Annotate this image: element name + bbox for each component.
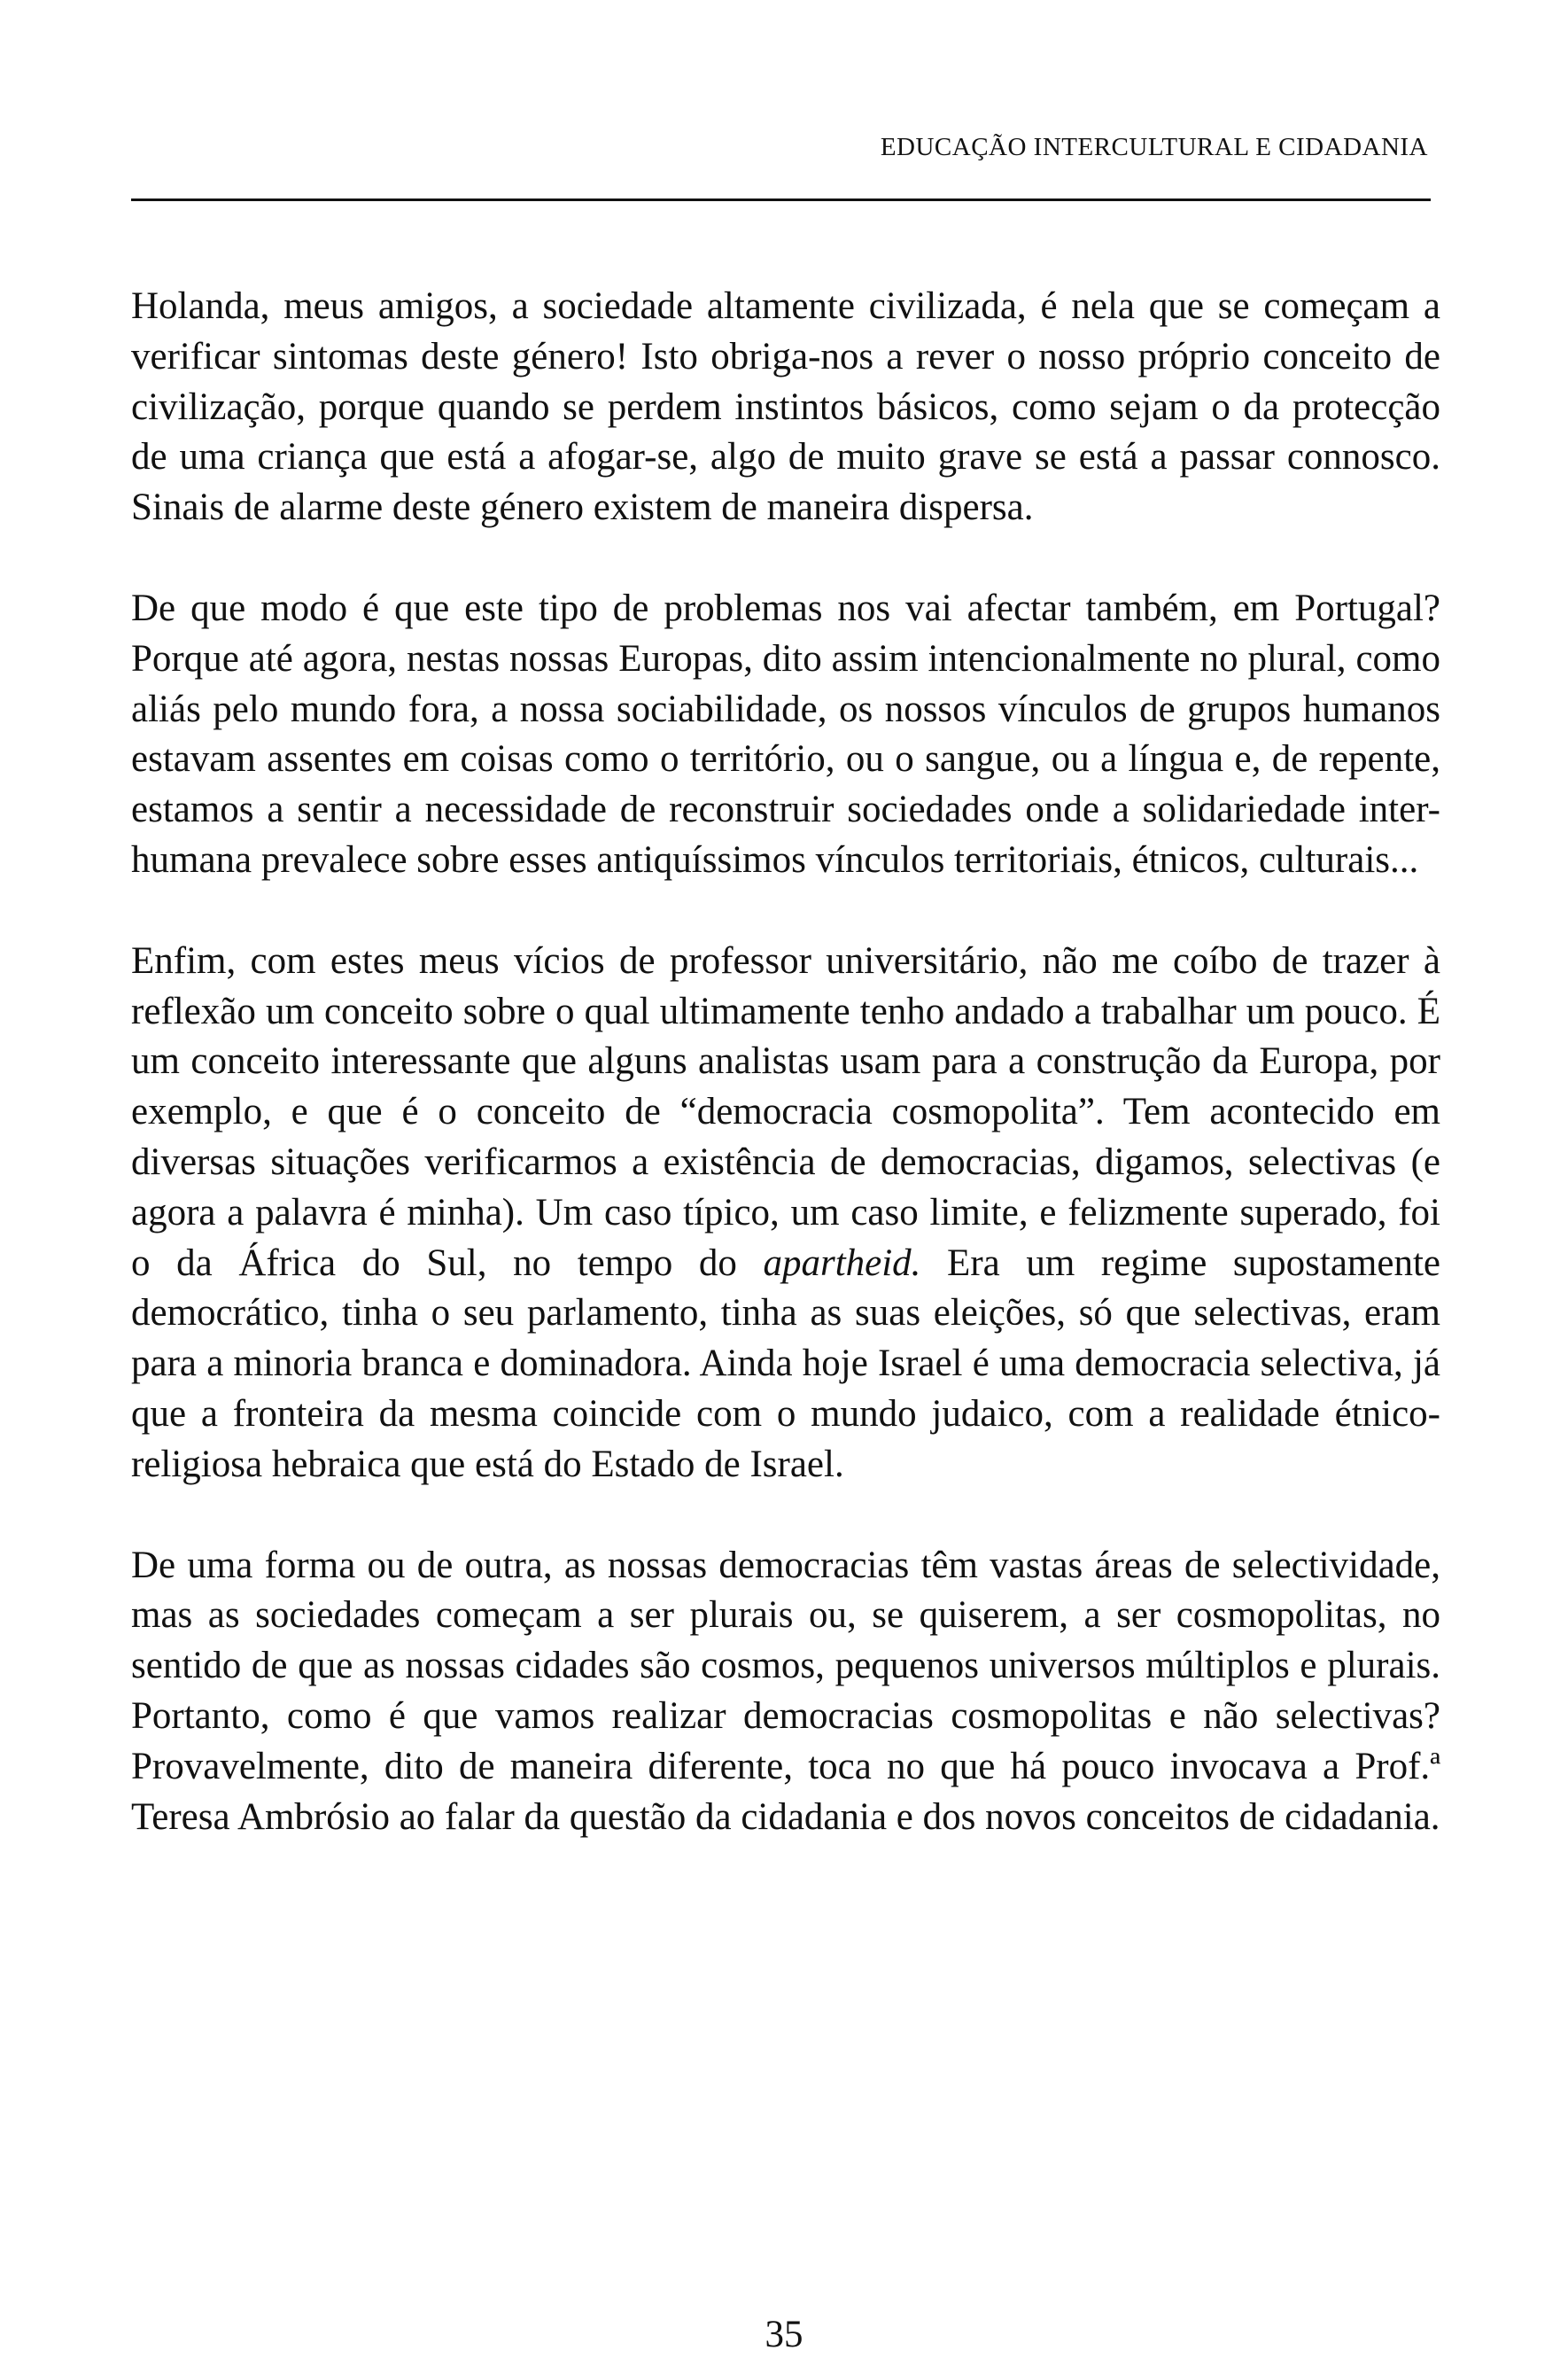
- paragraph-2: De que modo é que este tipo de problemas nos vai afectar também, em Portugal? Porque até agora, nestas nossas Europas, dito assim intencionalmente no plural, como aliás pelo mundo fora, a nossa sociabilidade, os nossos vínculos de grupos humanos estavam assentes em coisas como o território, ou o sangue, ou a língua e, de repente, estamos a sentir a necessidade de reconstruir sociedades onde a solidariedade inter-humana prevalece sobre esses antiquíssimos vínculos territoriais, étnicos, culturais...: [131, 587, 1440, 881]
- header-rule: [131, 198, 1431, 201]
- running-header: EDUCAÇÃO INTERCULTURAL E CIDADANIA: [880, 133, 1428, 161]
- paragraph-4: De uma forma ou de outra, as nossas democracias têm vastas áreas de selectividade, mas as sociedades começam a ser plurais ou, se quiserem, a ser cosmopolitas, no sentido de que as nossas cidades são cosmos, pequenos universos múltiplos e plurais. Portanto, como é que vamos realizar democracias cosmopolitas e não selectivas? Provavelmente, dito de maneira diferente, toca no que há pouco invocava a Prof.ª Teresa Ambrósio ao falar da questão da cidadania e dos novos conceitos de cidadania.: [131, 1544, 1440, 1838]
- paragraph-3-part-2: Era um regime supostamente democrático, tinha o seu parlamento, tinha as suas eleições, só que selectivas, eram para a minoria branca e dominadora. Ainda hoje Israel é uma democracia selectiva, já que a fronteira da mesma coincide com o mundo judaico, com a realidade étnico-religiosa hebraica que está do Estado de Israel.: [131, 1241, 1440, 1485]
- page-number: 35: [765, 2314, 803, 2355]
- body-text: [131, 282, 1440, 1893]
- paragraph-1: Holanda, meus amigos, a sociedade altamente civilizada, é nela que se começam a verificar sintomas deste género! Isto obriga-nos a rever o nosso próprio conceito de civilização, porque quando se perdem instintos básicos, como sejam o da protecção de uma criança que está a afogar-se, algo de muito grave se está a passar connosco. Sinais de alarme deste género existem de maneira dispersa.: [131, 285, 1440, 529]
- italic-term-apartheid: apartheid.: [763, 1241, 921, 1284]
- paragraph-3-part-1: Enfim, com estes meus vícios de professor universitário, não me coíbo de trazer à reflexão um conceito sobre o qual ultimamente tenho andado a trabalhar um pouco. É um conceito interessante que alguns analistas usam para a construção da Europa, por exemplo, e que é o conceito de “democracia cosmopolita”. Tem acontecido em diversas situações verificarmos a existência de democracias, digamos, selectivas (e agora a palavra é minha). Um caso típico, um caso limite, e felizmente superado, foi o da África do Sul, no tempo do: [131, 939, 1440, 1284]
- paragraph-3: [131, 937, 1440, 1490]
